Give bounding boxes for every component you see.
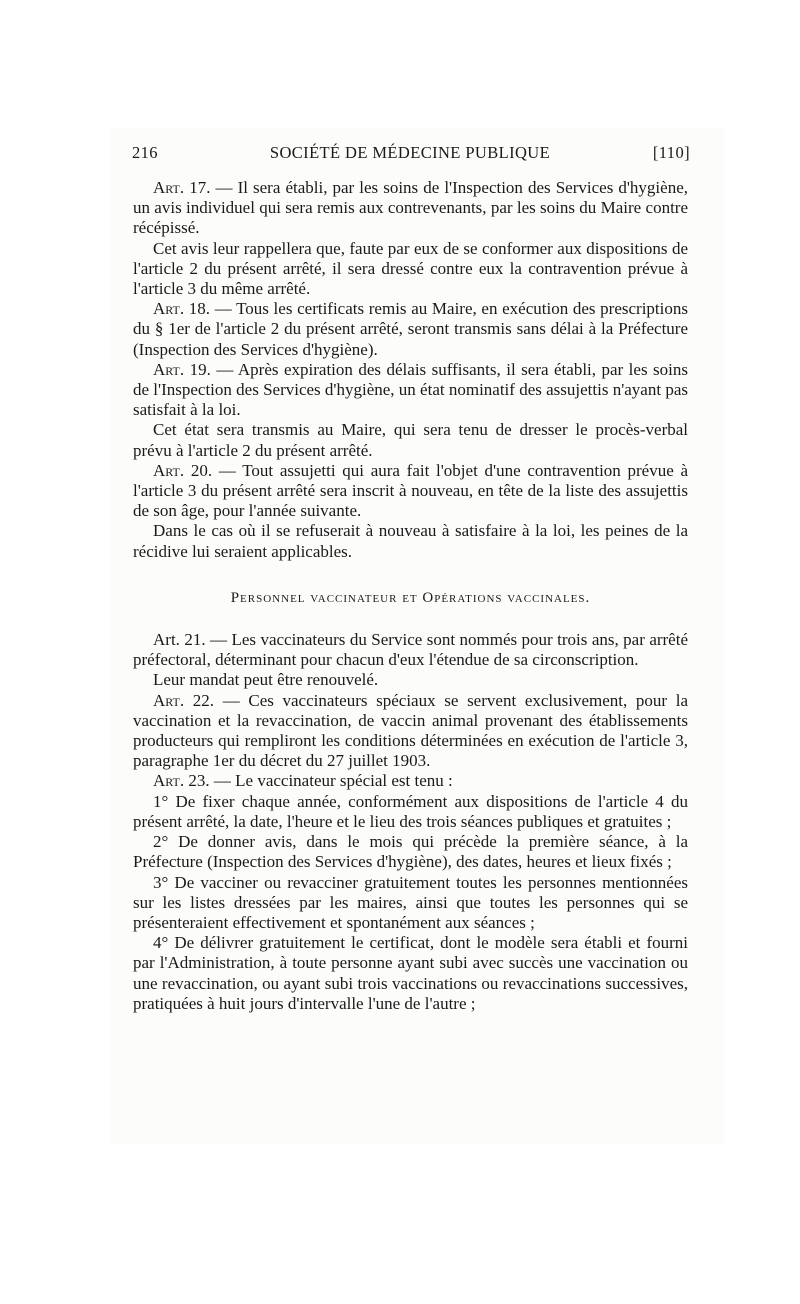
paragraph: Art. 18. — Tous les certificats remis au Maire, en exécution des prescriptions du § 1er de l'article 2 du présent arrêté, seront transmis sans délai à la Préfecture (Inspection des Services d'hygiène). [133,299,688,359]
paragraph: Dans le cas où il se refuserait à nouveau à satisfaire à la loi, les peines de la récidive lui seraient applicables. [133,521,688,561]
list-item: 1° De fixer chaque année, conformément aux dispositions de l'article 4 du présent arrêté, la date, l'heure et le lieu des trois séances publiques et gratuites ; [133,791,688,831]
paragraph: Leur mandat peut être renouvelé. [153,670,379,690]
paragraph: Art. 23. — Le vaccinateur spécial est tenu : [153,771,453,791]
paragraph: Art. 17. — Il sera établi, par les soins de l'Inspection des Services d'hygiène, un avis individuel qui sera remis aux contrevenants, par les soins du Maire contre récépissé. [133,178,688,238]
bracket-number: [110] [652,143,690,162]
page-number: 216 [132,143,158,162]
list-item: 3° De vacciner ou revacciner gratuitement toutes les personnes mentionnées sur les listes dressées par les maires, ainsi que toutes les personnes qui se présenteraient effectivement et spontanément aux séances ; [133,872,688,932]
paragraph: Art. 19. — Après expiration des délais suffisants, il sera établi, par les soins de l'Inspection des Services d'hygiène, un état nominatif des assujettis n'ayant pas satisfait à la loi. [133,359,688,420]
running-header [130,143,690,165]
paragraph: Art. 21. — Les vaccinateurs du Service sont nommés pour trois ans, par arrêté préfectoral, déterminant pour chacun d'eux l'étendue de sa circonscription. [133,630,688,670]
list-item: 4° De délivrer gratuitement le certificat, dont le modèle sera établi et fourni par l'Administration, à toute personne ayant subi avec succès une vaccination ou une revaccination, ou ayant subi trois vaccinations ou revaccinations successives, pratiquées à huit jours d'intervalle l'une de l'autre ; [133,933,688,1013]
section-heading: Personnel vaccinateur et Opérations vaccinales. [230,589,591,606]
paragraph: Cet avis leur rappellera que, faute par eux de se conformer aux dispositions de l'article 2 du présent arrêté, il sera dressé contre eux la contravention prévue à l'article 3 du même arrêté. [133,238,688,299]
paragraph: Art. 20. — Tout assujetti qui aura fait l'objet d'une contravention prévue à l'article 3 du présent arrêté sera inscrit à nouveau, en tête de la liste des assujettis de son âge, pour l'année suivante. [133,460,689,521]
page-body [133,178,688,1014]
paragraph: Art. 22. — Ces vaccinateurs spéciaux se servent exclusivement, pour la vaccination et la revaccination, de vaccin animal provenant des établissements producteurs qui rempliront les conditions déterminées en exécution de l'article 3, paragraphe 1er du décret du 27 juillet 1903. [133,690,688,771]
paragraph: Cet état sera transmis au Maire, qui sera tenu de dresser le procès-verbal prévu à l'article 2 du présent arrêté. [133,420,688,460]
list-item: 2° De donner avis, dans le mois qui précède la première séance, à la Préfecture (Inspection des Services d'hygiène), des dates, heures et lieux fixés ; [133,832,688,872]
running-title: SOCIÉTÉ DE MÉDECINE PUBLIQUE [269,143,551,162]
